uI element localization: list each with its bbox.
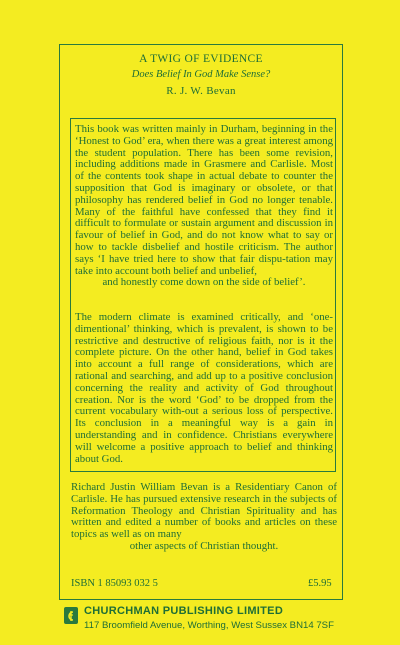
price: £5.95	[308, 578, 332, 589]
publisher-logo-icon	[64, 607, 78, 624]
blurb-paragraph-1	[75, 124, 333, 289]
isbn: ISBN 1 85093 032 5	[71, 578, 158, 589]
book-title: A TWIG OF EVIDENCE	[139, 53, 263, 65]
blurb-paragraph-1-text: This book was written mainly in Durham, beginning in the ‘Honest to God’ era, when there was a great interest among the student population. There has been some revision, including additions made in Grasmere and Carlisle. Most of the contents took shape in actual debate to counter the supposition that God is imaginary or obsolete, or that philosophy has rendered belief in God no longer tenable. Many of the faithful have confessed that they find it difficult to formulate or sustain argument and discussion in favour of belief in God, and do not know what to say or how to tackle disbelief and hostile criticism. The author says ‘I have tried here to show that fair dispu-tation may take into account both belief and unbelief,	[75, 123, 333, 277]
author-bio-end: other aspects of Christian thought.	[129, 539, 279, 552]
blurb-paragraph-2: The modern climate is examined critically, and ‘one-dimentional’ thinking, which is prevalent, is shown to be restrictive and destructive of religious faith, nor is it the complete picture. On the other hand, belief in God takes into account a full range of considerations, which are rational and searching, and add up to a positive conclusion concerning the reality and activity of God throughout creation. Nor is the word ‘God’ to be dropped from the current vocabulary with-out a serious loss of perspective. Its conclusion in a meaningful way is a gain in understanding and in confidence. Christians everywhere will welcome a positive approach to belief and thinking about God.	[75, 311, 333, 465]
header	[59, 52, 343, 98]
author-bio-text: Richard Justin William Bevan is a Residentiary Canon of Carlisle. He has pursued extensive research in the subjects of Reformation Theology and Christian Spirituality and has written and edited a number of books and articles on these topics as well as on many	[71, 481, 337, 541]
book-author: R. J. W. Bevan	[166, 85, 236, 97]
author-bio	[71, 482, 337, 553]
publisher-address: 117 Broomfield Avenue, Worthing, West Sussex BN14 7SF	[84, 620, 334, 631]
book-subtitle: Does Belief In God Make Sense?	[131, 69, 271, 80]
blurb-paragraph-1-end: and honestly come down on the side of belief’.	[102, 276, 306, 289]
publisher-name: CHURCHMAN PUBLISHING LIMITED	[84, 605, 284, 617]
